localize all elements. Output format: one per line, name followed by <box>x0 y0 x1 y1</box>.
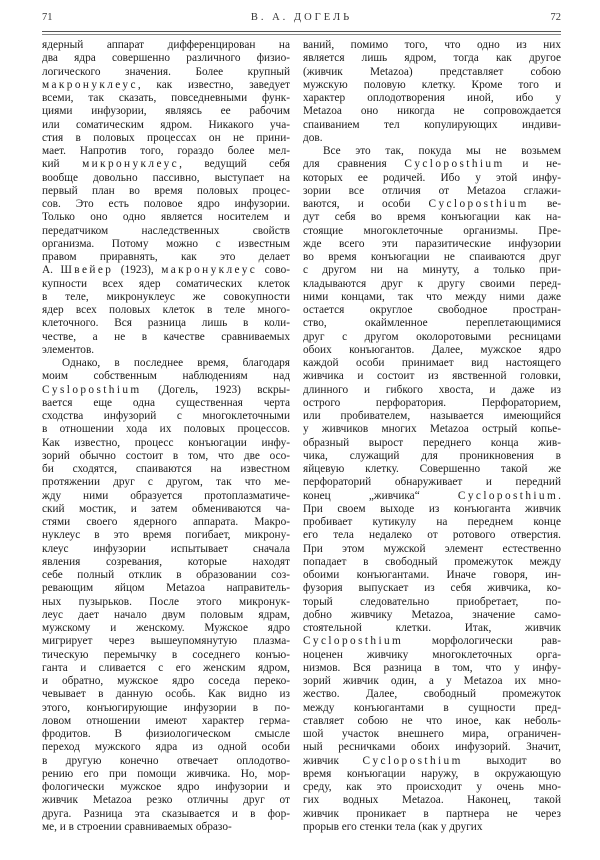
text-line: При своем выходе из конъюганта живчик <box>303 502 561 515</box>
text-line: циями инфузории, являясь ее рабочим <box>42 105 290 118</box>
text-line: гих водных Metazoa. Наконец, такой <box>303 794 561 807</box>
text-line: перфораторий обнаруживает и передний <box>303 476 561 489</box>
page-header <box>42 12 561 28</box>
text-line: (живчик Metazoa) представляет собою <box>303 65 561 78</box>
text-line: клеус инфузории испытывает сначала <box>42 542 290 555</box>
text-line: стия в половых процессах он не прини- <box>42 131 290 144</box>
text-line: сов. Это есть половое ядро инфузории. <box>42 198 290 210</box>
text-line: стями своего ядерного аппарата. Макро- <box>42 516 290 528</box>
text-line: зории все отличия от Metazoa сглажи- <box>303 184 561 197</box>
text-line: фродитов. В физиологическом смысле <box>42 728 290 740</box>
text-line: себе полный отклик в образовании соз- <box>42 569 290 581</box>
text-line: Как известно, процесс конъюгации инфу- <box>42 436 290 449</box>
text-line: с другом ни на минуту, а только при- <box>303 264 561 277</box>
text-line: ними концами, так что между ними даже <box>303 290 561 303</box>
text-line: леус дает начало двум половым ядрам, <box>42 608 290 621</box>
text-line: ловом отношении имеют характер герма- <box>42 714 290 727</box>
text-line: чика, служащий для проникновения в <box>303 449 561 462</box>
text-line: ставляет собою не что иное, как неболь- <box>303 714 561 727</box>
text-line: кий микронуклеус, ведущий себя <box>42 158 290 171</box>
text-line: каждой особи принимает вид настоящего <box>303 357 561 369</box>
text-line: фузория выпускает из себя живчика, ко- <box>303 582 561 595</box>
text-line: дут себя во время конъюгации как на- <box>303 211 561 224</box>
text-line: организма. Потому можно с известным <box>42 237 290 250</box>
text-line: два ядра совершенно различного физио- <box>42 52 290 65</box>
text-line: торый следовательно приобретает, по- <box>303 595 561 608</box>
text-line: вается еще одна существенная черта <box>42 396 290 409</box>
text-line: ганта и сливается с его женским ядром, <box>42 661 290 674</box>
text-line: у живчиков многих Metazoa острый копье- <box>303 423 561 436</box>
text-line: ных пузырьков. После этого микронук- <box>42 595 290 608</box>
text-line: низмов. Вся разница в том, что у инфу- <box>303 661 561 674</box>
text-line: в другую конечно отвечает оплодотво- <box>42 754 290 767</box>
text-line: всеми, так сказать, повседневными функ- <box>42 92 290 104</box>
header-rule-bottom <box>42 34 561 35</box>
text-line: спаиванием тел копулирующих индиви- <box>303 118 561 131</box>
text-line: макронуклеус, как известно, заведует <box>42 78 290 91</box>
text-line: жество. Далее, свободный промежуток <box>303 688 561 701</box>
text-line: характер оплодотворения иной, ибо у <box>303 92 561 104</box>
text-line: Все это так, покуда мы не возьмем <box>323 145 561 157</box>
text-line: зорий обычно состоит в том, что две осо- <box>42 449 290 462</box>
text-line: мужскую половую клетку. Кроме того и <box>303 78 561 91</box>
text-line: живчик Cycloposthium выходит во <box>303 754 561 767</box>
left-column <box>42 39 290 834</box>
text-line: Однако, в последнее время, благодаря <box>62 357 290 369</box>
text-line: вообще довольно пассивно, выступает на <box>42 171 290 184</box>
text-line: моим собственным наблюдениям над <box>42 370 290 383</box>
text-line: передатчиком наследственных свойств <box>42 224 290 237</box>
text-line: ваний, помимо того, что одно из них <box>303 39 561 51</box>
text-line: мигрирует через вышеупомянутую плазма- <box>42 635 290 648</box>
text-line: чевывает в данную особь. Как видно из <box>42 688 290 701</box>
text-line: фологически мужское ядро инфузории и <box>42 781 290 793</box>
text-line: прорыв его стенки тела (как у других <box>303 820 483 833</box>
text-line: живчика и состоит из явственной головки, <box>303 370 561 383</box>
text-line: купности всех ядер соматических клеток <box>42 277 290 290</box>
text-line: пробивает кутикулу на переднем конце <box>303 516 561 528</box>
text-line: обоими конъюгантами. Иначе говоря, ин- <box>303 569 561 581</box>
text-line: ядер всех половых клеток в теле много- <box>42 304 290 316</box>
text-line: Cysloposthium (Догель, 1923) вскры- <box>42 383 290 396</box>
text-line: друга. Разница эта сказывается и в фор- <box>42 807 290 820</box>
text-line: би сходятся, спаиваются на известном <box>42 463 290 475</box>
text-line: ство, окаймленное переплетающимися <box>303 317 561 330</box>
text-line: ноценен живчику многоклеточных орга- <box>303 648 561 661</box>
text-line: протяжении друг с другом, так что ме- <box>42 476 290 489</box>
text-line: живчик Metazoa резко отличны друг от <box>42 794 290 807</box>
text-line: для сравнения Cycloposthium и не- <box>303 158 561 171</box>
text-line: острого перфоратория. Перфораторием, <box>303 396 561 409</box>
text-line: А. Швейер (1923), макронуклеус сово- <box>42 264 290 277</box>
text-line: живчик проникает в партнера не через <box>303 807 561 820</box>
text-line: время конъюгации наружу, в окружающую <box>303 767 561 780</box>
text-line: переход мужского ядра из одной особи <box>42 741 290 754</box>
running-head-author: В. А. ДОГЕЛЬ <box>250 12 353 23</box>
text-line: в отношении хода их половых процессов. <box>42 423 290 436</box>
text-line: стоящие многоклеточные организмы. Пре- <box>303 224 561 237</box>
page-number-left: 71 <box>42 12 53 23</box>
text-line: мужскому и женскому. Мужское ядро <box>42 622 290 634</box>
right-column <box>303 39 561 834</box>
text-line: среду, как это происходит у очень мно- <box>303 781 561 793</box>
text-line: образный вырост переднего конца жив- <box>303 436 561 449</box>
text-line: является лишь ядром, тогда как другое <box>303 52 561 65</box>
text-line: стоятельной клетки. Итак, живчик <box>303 622 561 634</box>
text-line: или пробивателем, называется имеющийся <box>303 410 561 422</box>
text-line: ваются, и особи Cycloposthium ве- <box>303 198 561 210</box>
text-line: нуклеус в это время погибает, микрону- <box>42 529 290 542</box>
text-line: ревающим яйцом Metazoa направитель- <box>42 582 290 595</box>
text-line: правом приравнять, как это делает <box>42 251 290 263</box>
text-line: во время конъюгации не спаиваются друг <box>303 251 561 263</box>
text-line: рению его при помощи живчика. Но, мор- <box>42 767 290 780</box>
text-line: мает. Напротив того, гораздо более мел- <box>42 145 290 157</box>
text-line: явления созревания, которые находят <box>42 555 290 568</box>
text-line: жде всего эти паразитические инфузории <box>303 237 561 250</box>
text-line: конец „живчика“ Cycloposthium. <box>303 489 561 502</box>
text-line: между конъюгантами в сущности пред- <box>303 701 561 714</box>
text-line: яйцевую клетку. Совершенно такой же <box>303 463 561 475</box>
text-line: дов. <box>303 131 323 144</box>
text-line: Cycloposthium морфологически рав- <box>303 635 561 648</box>
text-line: шой участок внешнего мира, ограничен- <box>303 728 561 740</box>
text-line: ный ресничками обоих инфузорий. Значит, <box>303 741 561 754</box>
text-line: этого, конъюгирующие инфузории в по- <box>42 701 290 714</box>
text-line: друг с другом околоротовыми ресницами <box>303 330 561 343</box>
text-line: остается округлое свободное простран- <box>303 304 561 316</box>
text-line: ядерный аппарат дифференцирован на <box>42 39 290 51</box>
text-line: ме, и в строении сравниваемых образо- <box>42 820 232 833</box>
text-line: тическую перемычку в соседнего конъю- <box>42 648 290 661</box>
text-line: ский мостик, и затем обмениваются ча- <box>42 502 290 515</box>
header-rule-top <box>42 31 561 32</box>
text-line: добно живчику Metazoa, значение само- <box>303 608 561 621</box>
text-line: честве, а не в качестве сравниваемых <box>42 330 290 343</box>
text-line: логического значения. Более крупный <box>42 65 290 78</box>
text-line: элементов. <box>42 343 95 356</box>
text-line: и обратно, мужское ядро соседа переко- <box>42 675 290 687</box>
text-line: длинного и гибкого хвоста, и даже из <box>303 383 561 396</box>
text-line: жду ними образуется протоплазматиче- <box>42 489 290 502</box>
text-line: зорий живчик один, а у Metazoa их мно- <box>303 675 561 687</box>
page-number-right: 72 <box>550 12 561 23</box>
text-line: или соматическим ядром. Никакого уча- <box>42 118 290 131</box>
text-line: клеточного. Вся разница лишь в коли- <box>42 317 290 330</box>
text-line: первый план во время половых процес- <box>42 184 290 197</box>
text-line: кладываются друг к другу своими перед- <box>303 277 561 290</box>
text-line: При этом мужской элемент естественно <box>303 542 561 555</box>
text-line: которых ее родичей. Ибо у этой инфу- <box>303 171 561 184</box>
text-line: обоих конъюгантов. Далее, мужское ядро <box>303 343 561 356</box>
text-line: попадает в свободный промежуток между <box>303 555 561 568</box>
text-line: Только оно одно является носителем и <box>42 211 290 224</box>
text-line: его тела недалеко от ротового отверстия. <box>303 529 561 542</box>
text-line: Metazoa оно никогда не сопровождается <box>303 105 561 118</box>
text-line: в теле, микронуклеус же совокупности <box>42 290 290 303</box>
text-line: сходства инфузорий с многоклеточными <box>42 410 290 422</box>
